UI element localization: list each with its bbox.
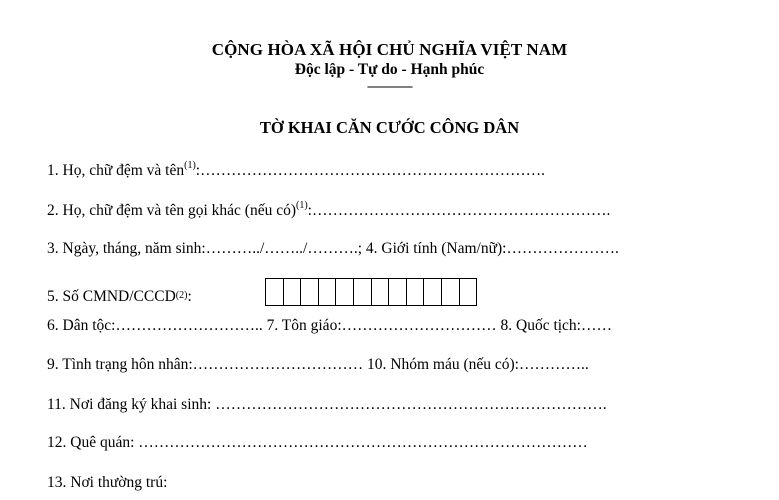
field-ethnicity-religion-nationality-text: 6. Dân tộc:……………………….. 7. Tôn giáo:………………………… 8. Quốc tịch:…… (47, 317, 612, 334)
id-digit-box[interactable] (442, 278, 460, 306)
footnote-ref: (1) (184, 159, 196, 171)
field-other-name[interactable] (47, 199, 611, 220)
field-birth-registration-place[interactable] (47, 396, 607, 414)
field-birth-date-gender-text: 3. Ngày, tháng, năm sinh:………../……../……….; 4. Giới tính (Nam/nữ):…………………. (47, 240, 619, 257)
id-digit-box[interactable] (354, 278, 372, 306)
id-digit-box[interactable] (407, 278, 425, 306)
id-digit-box[interactable] (336, 278, 354, 306)
id-digit-box[interactable] (301, 278, 319, 306)
id-digit-box[interactable] (372, 278, 390, 306)
header-divider: --------------- (367, 79, 412, 93)
field-full-name[interactable] (47, 159, 545, 180)
id-digit-box[interactable] (424, 278, 442, 306)
id-digit-box[interactable] (266, 278, 284, 306)
field-hometown[interactable] (47, 434, 588, 452)
field-birth-date-gender[interactable] (47, 240, 619, 258)
field-marital-blood-text: 9. Tình trạng hôn nhân:…………………………… 10. Nhóm máu (nếu có):………….. (47, 356, 589, 373)
id-digit-box[interactable] (319, 278, 337, 306)
field-permanent-residence-text: 13. Nơi thường trú: (47, 474, 168, 491)
id-digit-box[interactable] (284, 278, 302, 306)
field-permanent-residence[interactable] (47, 474, 167, 492)
id-digit-box[interactable] (389, 278, 407, 306)
id-digit-box[interactable] (460, 278, 478, 306)
field-other-name-fill: :…………………………………………………. (307, 202, 611, 219)
motto-heading: Độc lập - Tự do - Hạnh phúc (294, 61, 485, 78)
field-id-number-colon: : (187, 288, 192, 305)
footnote-ref: (1) (296, 199, 308, 211)
field-marital-blood[interactable] (47, 356, 589, 374)
form-title: TỜ KHAI CĂN CƯỚC CÔNG DÂN (259, 118, 520, 137)
field-hometown-text: 12. Quê quán: …………………………………………………………………………… (47, 434, 588, 451)
field-full-name-label: 1. Họ, chữ đệm và tên (47, 162, 185, 179)
field-other-name-label: 2. Họ, chữ đệm và tên gọi khác (nếu có) (47, 202, 296, 219)
field-id-number-text: 5. Số CMND/CCCD (47, 288, 176, 305)
field-full-name-fill: :…………………………………………………………. (195, 162, 545, 179)
field-birth-registration-place-text: 11. Nơi đăng ký khai sinh: …………………………………………………………………. (47, 396, 607, 413)
id-number-boxes[interactable] (265, 278, 477, 306)
country-heading: CỘNG HÒA XÃ HỘI CHỦ NGHĨA VIỆT NAM (211, 40, 568, 59)
field-id-number-label: 5. Số CMND/CCCD $^{(2)}$ : (47, 288, 192, 305)
field-ethnicity-religion-nationality[interactable] (47, 317, 612, 335)
